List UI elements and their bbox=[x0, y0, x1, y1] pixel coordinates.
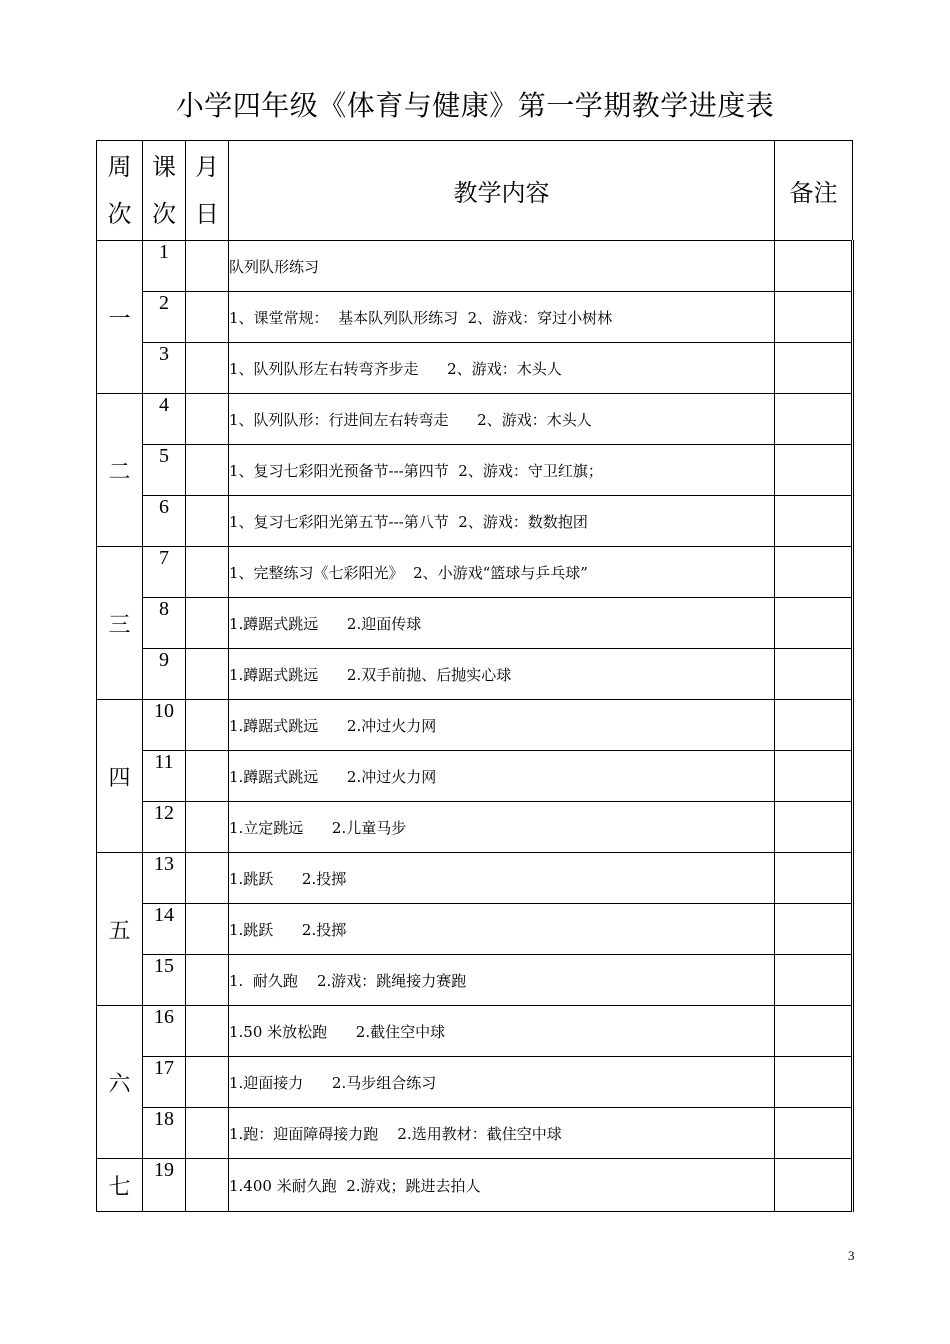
lesson-number-cell: 9 bbox=[143, 649, 186, 700]
week-cell: 七 bbox=[97, 1159, 143, 1212]
header-date bbox=[186, 141, 229, 241]
content-cell: 1.蹲踞式跳远 2.冲过火力网 bbox=[229, 700, 775, 751]
date-cell bbox=[186, 394, 229, 445]
date-cell bbox=[186, 853, 229, 904]
note-cell bbox=[775, 802, 853, 853]
header-note: 备注 bbox=[775, 141, 853, 241]
note-cell bbox=[775, 751, 853, 802]
date-cell bbox=[186, 904, 229, 955]
note-cell bbox=[775, 598, 853, 649]
lesson-number-cell: 14 bbox=[143, 904, 186, 955]
note-cell bbox=[775, 241, 853, 292]
note-cell bbox=[775, 649, 853, 700]
header-lesson-line2: 次 bbox=[152, 199, 176, 228]
date-cell bbox=[186, 496, 229, 547]
lesson-number-cell: 8 bbox=[143, 598, 186, 649]
table-row bbox=[97, 1108, 853, 1159]
note-cell bbox=[775, 1108, 853, 1159]
lesson-number-cell: 17 bbox=[143, 1057, 186, 1108]
table-row bbox=[97, 496, 853, 547]
lesson-number-cell: 12 bbox=[143, 802, 186, 853]
week-cell: 六 bbox=[97, 1006, 143, 1159]
note-cell bbox=[775, 853, 853, 904]
week-cell: 一 bbox=[97, 241, 143, 394]
lesson-number-cell: 3 bbox=[143, 343, 186, 394]
lesson-number-cell: 5 bbox=[143, 445, 186, 496]
note-cell bbox=[775, 1057, 853, 1108]
header-content: 教学内容 bbox=[229, 141, 775, 241]
table-row bbox=[97, 394, 853, 445]
date-cell bbox=[186, 700, 229, 751]
table-row bbox=[97, 904, 853, 955]
table-row bbox=[97, 241, 853, 292]
page-number: 3 bbox=[848, 1248, 855, 1263]
lesson-number-cell: 18 bbox=[143, 1108, 186, 1159]
date-cell bbox=[186, 1159, 229, 1212]
lesson-number-cell: 6 bbox=[143, 496, 186, 547]
content-cell: 1.迎面接力 2.马步组合练习 bbox=[229, 1057, 775, 1108]
header-lesson-line1: 课 bbox=[152, 152, 176, 181]
header-lesson bbox=[143, 141, 186, 241]
table-row bbox=[97, 598, 853, 649]
content-cell: 1.蹲踞式跳远 2.冲过火力网 bbox=[229, 751, 775, 802]
content-cell: 1、队列队形：行进间左右转弯走 2、游戏：木头人 bbox=[229, 394, 775, 445]
note-cell bbox=[775, 343, 853, 394]
document-title: 小学四年级《体育与健康》第一学期教学进度表 bbox=[175, 89, 775, 122]
note-cell bbox=[775, 1159, 853, 1212]
note-cell bbox=[775, 955, 853, 1006]
content-cell: 1.跑：迎面障碍接力跑 2.选用教材：截住空中球 bbox=[229, 1108, 775, 1159]
lesson-number-cell: 10 bbox=[143, 700, 186, 751]
content-cell: 1.跳跃 2.投掷 bbox=[229, 853, 775, 904]
content-cell: 1、队列队形左右转弯齐步走 2、游戏：木头人 bbox=[229, 343, 775, 394]
date-cell bbox=[186, 445, 229, 496]
lesson-number-cell: 15 bbox=[143, 955, 186, 1006]
date-cell bbox=[186, 649, 229, 700]
table-row bbox=[97, 751, 853, 802]
date-cell bbox=[186, 751, 229, 802]
note-cell bbox=[775, 496, 853, 547]
table-row bbox=[97, 955, 853, 1006]
lesson-number-cell: 19 bbox=[143, 1159, 186, 1212]
content-cell: 1. 耐久跑 2.游戏：跳绳接力赛跑 bbox=[229, 955, 775, 1006]
note-cell bbox=[775, 292, 853, 343]
header-week-line1: 周 bbox=[107, 152, 132, 181]
lesson-number-cell: 2 bbox=[143, 292, 186, 343]
content-cell: 1.蹲踞式跳远 2.双手前抛、后抛实心球 bbox=[229, 649, 775, 700]
lesson-number-cell: 16 bbox=[143, 1006, 186, 1057]
date-cell bbox=[186, 1006, 229, 1057]
date-cell bbox=[186, 1057, 229, 1108]
table-row bbox=[97, 802, 853, 853]
week-cell: 四 bbox=[97, 700, 143, 853]
content-cell: 1.50 米放松跑 2.截住空中球 bbox=[229, 1006, 775, 1057]
header-date-line2: 日 bbox=[195, 199, 219, 228]
note-cell bbox=[775, 547, 853, 598]
week-cell: 三 bbox=[97, 547, 143, 700]
lesson-number-cell: 13 bbox=[143, 853, 186, 904]
week-cell: 五 bbox=[97, 853, 143, 1006]
table-row bbox=[97, 1057, 853, 1108]
date-cell bbox=[186, 598, 229, 649]
header-week-line2: 次 bbox=[107, 199, 132, 228]
table-row bbox=[97, 853, 853, 904]
note-cell bbox=[775, 394, 853, 445]
lesson-number-cell: 11 bbox=[143, 751, 186, 802]
content-cell: 1.蹲踞式跳远 2.迎面传球 bbox=[229, 598, 775, 649]
table-row bbox=[97, 1006, 853, 1057]
week-cell: 二 bbox=[97, 394, 143, 547]
content-cell: 1、复习七彩阳光第五节---第八节 2、游戏：数数抱团 bbox=[229, 496, 775, 547]
table-row bbox=[97, 547, 853, 598]
content-cell: 1.跳跃 2.投掷 bbox=[229, 904, 775, 955]
date-cell bbox=[186, 547, 229, 598]
table-row bbox=[97, 1159, 853, 1212]
date-cell bbox=[186, 343, 229, 394]
table-row bbox=[97, 700, 853, 751]
date-cell bbox=[186, 955, 229, 1006]
date-cell bbox=[186, 802, 229, 853]
lesson-number-cell: 7 bbox=[143, 547, 186, 598]
schedule-body bbox=[97, 241, 853, 1212]
lesson-number-cell: 4 bbox=[143, 394, 186, 445]
header-date-line1: 月 bbox=[195, 152, 219, 181]
table-row bbox=[97, 292, 853, 343]
content-cell: 1、复习七彩阳光预备节---第四节 2、游戏：守卫红旗； bbox=[229, 445, 775, 496]
content-cell: 1、完整练习《七彩阳光》 2、小游戏“篮球与乒乓球” bbox=[229, 547, 775, 598]
date-cell bbox=[186, 292, 229, 343]
header-week bbox=[97, 141, 143, 241]
note-cell bbox=[775, 445, 853, 496]
table-row bbox=[97, 343, 853, 394]
date-cell bbox=[186, 241, 229, 292]
table-row bbox=[97, 649, 853, 700]
date-cell bbox=[186, 1108, 229, 1159]
note-cell bbox=[775, 700, 853, 751]
content-cell: 队列队形练习 bbox=[229, 241, 775, 292]
content-cell: 1.立定跳远 2.儿童马步 bbox=[229, 802, 775, 853]
note-cell bbox=[775, 904, 853, 955]
content-cell: 1.400 米耐久跑 2.游戏；跳进去拍人 bbox=[229, 1159, 775, 1212]
header-row bbox=[97, 141, 853, 241]
table-row bbox=[97, 445, 853, 496]
note-cell bbox=[775, 1006, 853, 1057]
schedule-table bbox=[96, 140, 854, 1212]
content-cell: 1、课堂常规： 基本队列队形练习 2、游戏：穿过小树林 bbox=[229, 292, 775, 343]
lesson-number-cell: 1 bbox=[143, 241, 186, 292]
